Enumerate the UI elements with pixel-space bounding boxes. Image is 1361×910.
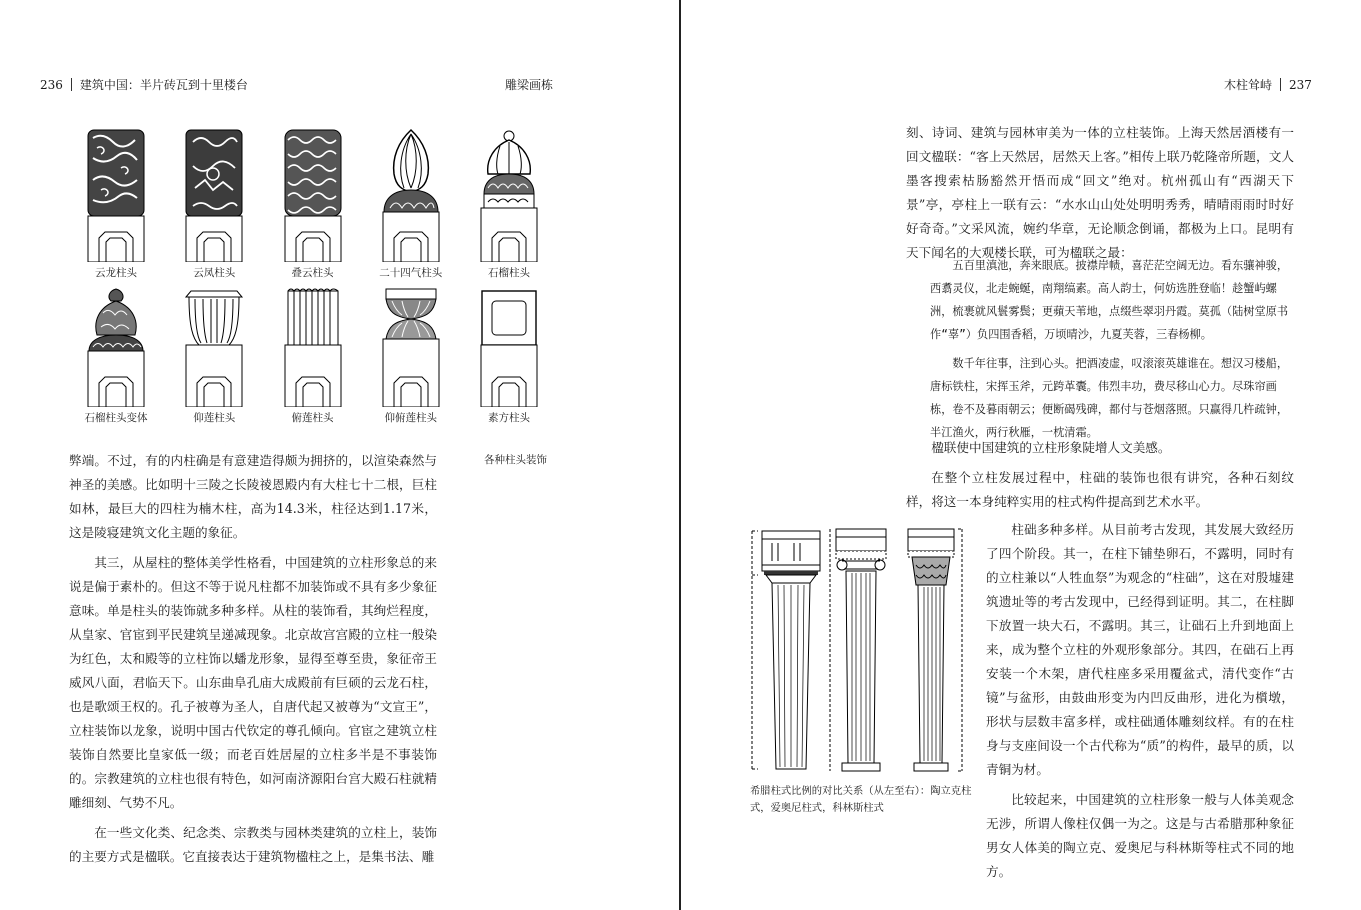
figure-caption: 石榴柱头变体 (84, 412, 148, 424)
upward-lotus-capital-illustration (183, 287, 245, 407)
figure-plain-square (463, 287, 555, 424)
figure-caption: 仰俯莲柱头 (384, 412, 437, 424)
paragraph: 比较起来，中国建筑的立柱形象一般与人体美观念无涉，所谓人像柱仅偶一为之。这是与古希腊那种象征男女人体美的陶立克、爱奥尼与科林斯等柱式不同的地方。 (986, 792, 1294, 879)
right-running-header (1224, 76, 1312, 93)
left-page (0, 0, 679, 910)
right-body-text (906, 436, 1294, 520)
figure-cloud-dragon (70, 128, 162, 279)
figure-up-down-lotus (365, 287, 457, 424)
left-page-number: 236 (40, 78, 63, 92)
daguan-couplet (930, 254, 1290, 450)
book-title: 建筑中国：半片砖瓦到十里楼台 (79, 78, 248, 92)
cloud-phoenix-capital-illustration (183, 128, 245, 262)
paragraph: 在整个立柱发展过程中，柱础的装饰也很有讲究，各种石刻纹样，将这一本身纯粹实用的柱式构件提高到艺术水平。 (906, 470, 1294, 509)
figure-caption: 云凤柱头 (193, 267, 236, 279)
figure-cloud-phoenix (168, 128, 260, 279)
downward-lotus-capital-illustration (282, 287, 344, 407)
paragraph: 在一些文化类、纪念类、宗教类与园林类建筑的立柱上，装饰的主要方式是楹联。它直接表达于建筑物楹柱之上，是集书法、雕 (69, 825, 437, 864)
greek-column-orders-illustration (748, 525, 973, 775)
right-page-number: 237 (1289, 78, 1312, 92)
figure-row-1 (70, 128, 555, 279)
paragraph: 楹联使中国建筑的立柱形象陡增人文美感。 (931, 440, 1171, 455)
paragraph: 弊端。不过，有的内柱确是有意建造得颇为拥挤的，以渲染森然与神圣的美感。比如明十三陵之长陵祾恩殿内有大柱七十二根，巨柱如林，最巨大的四柱为楠木柱，高为14.3米，柱径达到1.17米，这是陵寝建筑文化主题的象征。 (69, 453, 437, 540)
header-divider (71, 78, 72, 91)
figure-caption: 俯莲柱头 (291, 412, 334, 424)
figure-caption: 石榴柱头 (488, 267, 530, 279)
pomegranate-variant-capital-illustration (85, 287, 147, 407)
left-running-header (40, 76, 248, 93)
twenty-four-qi-capital-illustration (380, 128, 442, 262)
right-intro-text (906, 121, 1294, 271)
pomegranate-capital-illustration (478, 128, 540, 262)
stacked-cloud-capital-illustration (282, 128, 344, 262)
right-section-title: 木柱耸峙 (1224, 78, 1273, 92)
capital-figure-grid (70, 128, 555, 424)
figure-24-qi (365, 128, 457, 279)
corinthian-column (908, 529, 962, 771)
column-figure-caption: 希腊柱式比例的对比关系（从左至右）：陶立克柱式，爱奥尼柱式，科林斯柱式 (750, 785, 972, 814)
figure-caption: 云龙柱头 (95, 267, 137, 279)
paragraph: 柱础多种多样。从目前考古发现，其发展大致经历了四个阶段。其一，在柱下铺垫卵石，不露明，同时有的立柱兼以“人牲血祭”为观念的“柱础”，这在对殷墟建筑遗址等的考古发现中，已经得到证明。其二，在柱脚下放置一块大石，不露明。其三，让础石上升到地面上来，成为整个立柱的外观形象部分。其四，在础石上再安装一个木架，唐代柱座多采用覆盆式，清代变作“古镜”与盆形，由鼓曲形变为内凹反曲形，进化为櫍墩，形状与层数丰富多样，或柱础通体雕刻纹样。有的在柱身与支座间设一个古代称为“质”的构件，最早的质，以青铜为材。 (986, 522, 1294, 777)
couplet-upper: 五百里滇池，奔来眼底。披襟岸帻，喜茫茫空阔无边。看东骧神骏，西翥灵仪，北走蜿蜒，南翔缟素。高人韵士，何妨选胜登临！趁蟹屿螺洲，梳裹就风鬟雾鬓；更蘋天苇地，点缀些翠羽丹霞。莫孤（陆树堂原书作“辜”）负四围香稻，万顷晴沙，九夏芙蓉，三春杨柳。 (930, 259, 1289, 341)
plain-square-capital-illustration (478, 287, 540, 407)
up-down-lotus-capital-illustration (380, 287, 442, 407)
ionic-column (830, 529, 886, 771)
figure-caption: 素方柱头 (488, 412, 530, 424)
figure-row-2 (70, 287, 555, 424)
figure-caption: 仰莲柱头 (193, 412, 236, 424)
figure-downward-lotus (267, 287, 359, 424)
left-section-title: 雕梁画栋 (505, 78, 554, 92)
figure-stacked-cloud (267, 128, 359, 279)
doric-column (752, 531, 820, 769)
greek-columns-figure (748, 525, 973, 775)
left-body-text (69, 449, 437, 875)
figure-pomegranate (463, 128, 555, 279)
figure-pomegranate-variant (70, 287, 162, 424)
figure-title: 各种柱头装饰 (484, 454, 547, 466)
cloud-dragon-capital-illustration (85, 128, 147, 262)
right-side-text (986, 518, 1294, 890)
figure-caption: 二十四气柱头 (379, 267, 443, 279)
figure-caption: 叠云柱头 (291, 267, 334, 279)
header-divider (1280, 78, 1281, 91)
couplet-lower: 数千年往事，注到心头。把酒凌虚，叹滚滚英雄谁在。想汉习楼船，唐标铁柱，宋挥玉斧，元跨革囊。伟烈丰功，费尽移山心力。尽珠帘画栋，卷不及暮雨朝云；便断碣残碑，都付与苍烟落照。只赢得几杵疏钟，半江渔火，两行秋雁，一枕清霜。 (930, 357, 1289, 439)
paragraph: 其三，从屋柱的整体美学性格看，中国建筑的立柱形象总的来说是偏于素朴的。但这不等于说凡柱都不加装饰或不具有多少象征意味。单是柱头的装饰就多种多样。从柱的装饰看，其绚烂程度，从皇家、官宦到平民建筑呈递减现象。北京故宫宫殿的立柱一般染为红色，太和殿等的立柱饰以蟠龙形象，显得至尊至贵，象征帝王威风八面，君临天下。山东曲阜孔庙大成殿前有巨硕的云龙石柱，也是歌颂王权的。孔子被尊为圣人，自唐代起又被尊为“文宣王”，立柱装饰以龙象，说明中国古代钦定的尊孔倾向。官宦之建筑立柱装饰自然要比皇家低一级；而老百姓居屋的立柱多半是不事装饰的。宗教建筑的立柱也很有特色，如河南济源阳台宫大殿石柱就精雕细刻、气势不凡。 (69, 555, 437, 810)
figure-upward-lotus (168, 287, 260, 424)
paragraph: 刻、诗词、建筑与园林审美为一体的立柱装饰。上海天然居酒楼有一回文楹联：“客上天然居，居然天上客。”相传上联乃乾隆帝所题，文人墨客搜索枯肠豁然开悟而成“回文”绝对。杭州孤山有“西湖天下景”亭，亭柱上一联有云：“水水山山处处明明秀秀，晴晴雨雨时时好好奇奇。”文采风流，婉约华章，无论顺念倒诵，都极为上口。昆明有天下闻名的大观楼长联，可为楹联之最： (906, 125, 1294, 260)
